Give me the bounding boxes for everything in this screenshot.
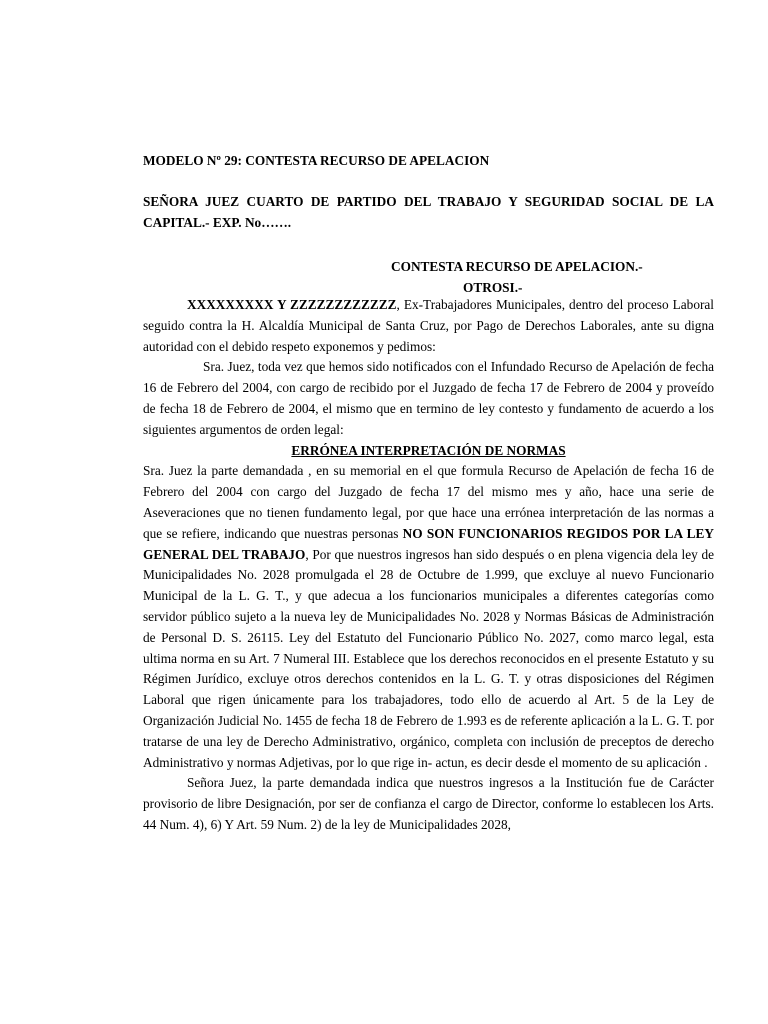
document-title: MODELO Nº 29: CONTESTA RECURSO DE APELACION <box>143 153 490 168</box>
argument-bold: NO SON FUNCIONARIOS REGIDOS POR LA LEY GENERAL DEL TRABAJO <box>143 525 714 562</box>
addressee: SEÑORA JUEZ CUARTO DE PARTIDO DEL TRABAJO Y SEGURIDAD SOCIAL DE LA CAPITAL.- EXP. No……. <box>143 194 714 230</box>
party-names: XXXXXXXXX Y ZZZZZZZZZZZZ <box>187 297 397 312</box>
section-heading: ERRÓNEA INTERPRETACIÓN DE NORMAS <box>291 442 566 458</box>
document-body <box>143 295 714 836</box>
paragraph-ingresos: Señora Juez, la parte demandada indica que nuestros ingresos a la Institución fue de Carácter provisorio de libre Designación, por ser de confianza el cargo de Director, conforme lo establecen los Arts. 44 Num. 4), 6) Y Art. 59 Num. 2) de la ley de Municipalidades 2028, <box>143 775 714 832</box>
argument-text-b: , Por que nuestros ingresos han sido después o en plena vigencia dela ley de Municipalidades No. 2028 promulgada el 28 de Octubre de 1.999, que excluye al nuevo Funcionario Municipal de la L. G. T., y que adecua a los funcionarios municipales a diferentes categorías como servidor público sujeto a la nueva ley de Municipalidades No. 2028 y Normas Básicas de Administración de Personal D. S. 26115. Ley del Estatuto del Funcionario Público No. 2027, como marco legal, esta ultima norma en su Art. 7 Numeral III. Establece que los derechos reconocidos en el presente Estatuto y su Régimen Jurídico, excluye otros derechos contenidos en la L. G. T. y otras disposiciones del Régimen Laboral que rigen únicamente para los trabajadores, todo ello de acuerdo al Art. 5 de la Ley de Organización Judicial No. 1455 de fecha 18 de Febrero de 1.993 es de referente aplicación a la L. G. T. por tratarse de una ley de Derecho Administrativo, orgánico, completa con inclusión de preceptos de derecho Administrativo y normas Adjetivas, por lo que rige in- actun, es decir desde el momento de su aplicación . <box>143 546 715 770</box>
otrosi-line: OTROSI.- <box>463 280 523 295</box>
argument-text-a: Sra. Juez la parte demandada , en su memorial en el que formula Recurso de Apelación de fecha 16 de Febrero del 2004 con cargo del Juzgado de fecha 17 del mismo mes y año, hace una serie de Aseveraciones que no tienen fundamento legal, por que hace una errónea interpretación de las normas a que se refiere, indicando que nuestras personas <box>143 463 714 541</box>
paragraph-argument <box>143 461 714 773</box>
intro-text: , Ex-Trabajadores Municipales, dentro del proceso Laboral seguido contra la H. Alcaldía Municipal de Santa Cruz, por Pago de Derechos Laborales, ante su digna autoridad con el debido respeto exponemos y pedimos: <box>143 297 714 354</box>
paragraph-intro <box>143 295 714 357</box>
subject-line: CONTESTA RECURSO DE APELACION.- <box>391 259 643 274</box>
paragraph-notification: Sra. Juez, toda vez que hemos sido notificados con el Infundado Recurso de Apelación de fecha 16 de Febrero del 2004, con cargo de recibido por el Juzgado de fecha 17 de Febrero de 2004 y proveído de fecha 18 de Febrero de 2004, el mismo que en termino de ley contesto y fundamento de acuerdo a los siguientes argumentos de orden legal: <box>143 359 714 437</box>
